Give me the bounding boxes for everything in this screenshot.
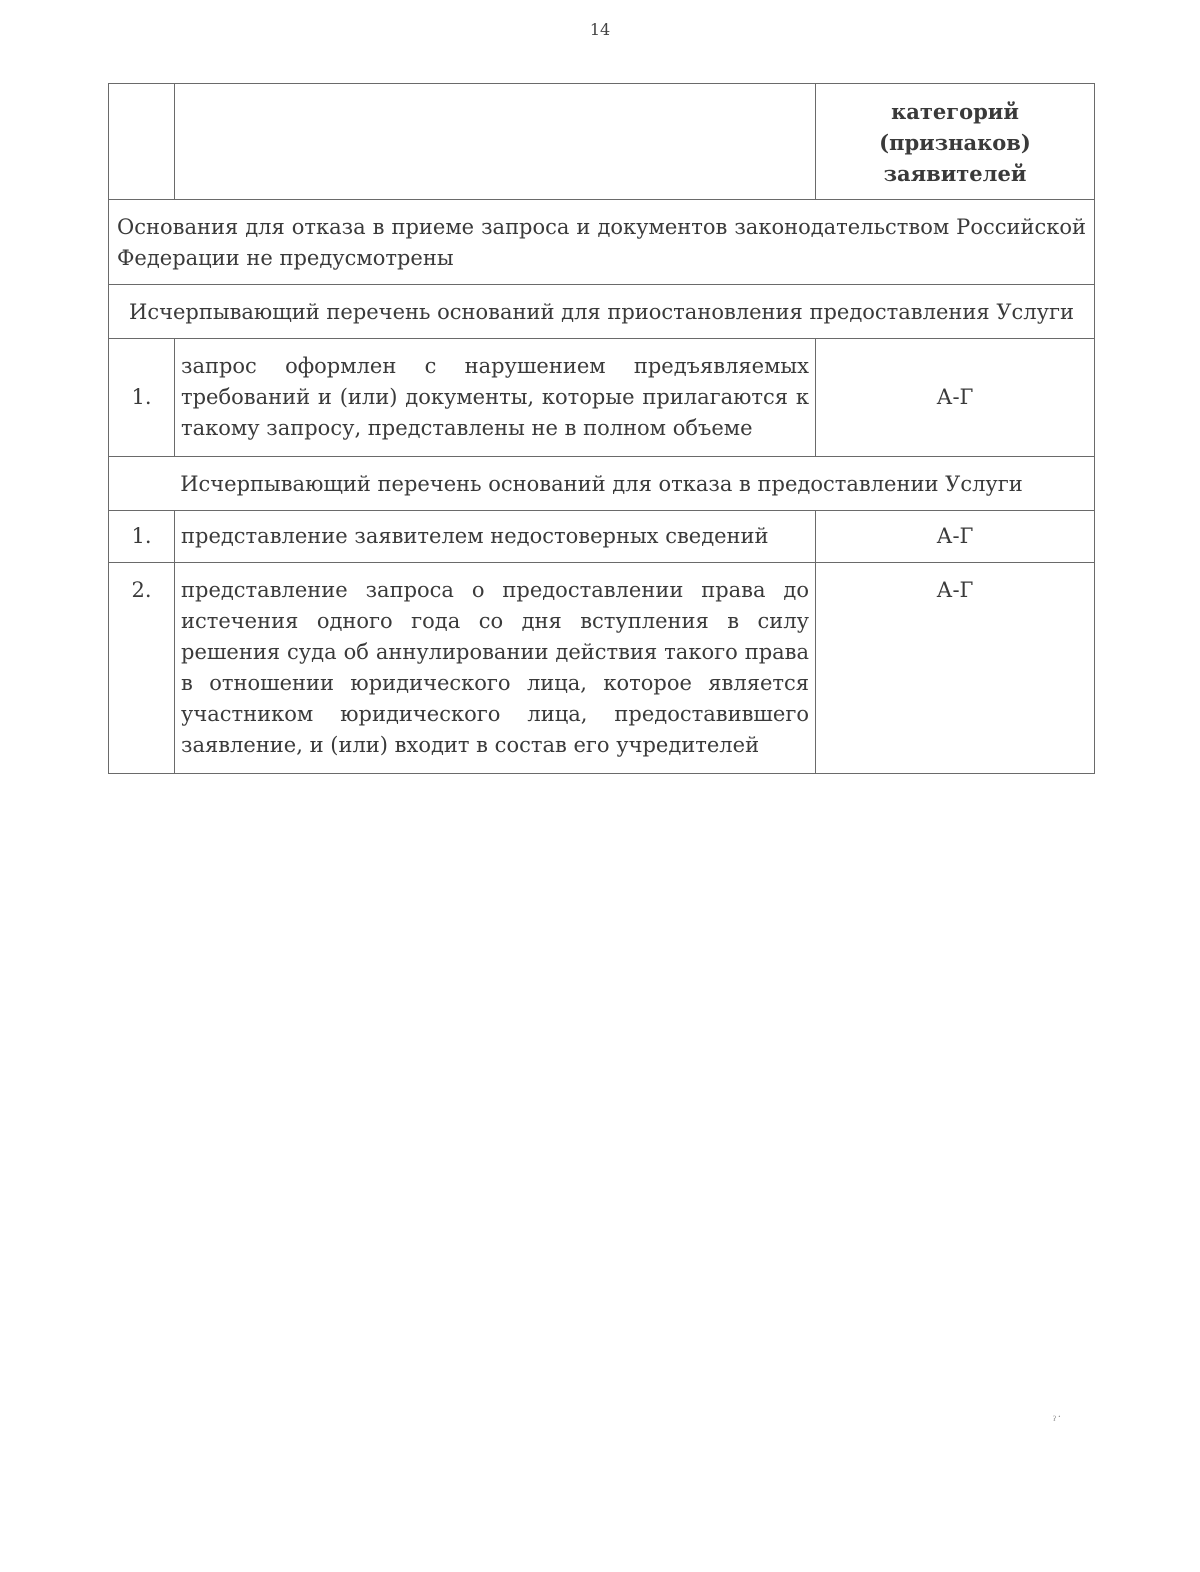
row-ground-text: представление заявителем недостоверных сведений — [175, 511, 816, 563]
section-row-no-refusal — [109, 200, 1095, 285]
row-ground-text: представление запроса о предоставлении права до истечения одного года со дня вступления в силу решения суда об аннулировании действия такого права в отношении юридического лица, которое является участником юридического лица, предоставившего заявление, и (или) входит в состав его учредителей — [175, 563, 816, 774]
table-row — [109, 339, 1095, 457]
section-suspension-title: Исчерпывающий перечень оснований для приостановления предоставления Услуги — [109, 285, 1095, 339]
header-number-cell — [109, 84, 175, 200]
header-categories-cell — [816, 84, 1095, 200]
grounds-table — [108, 83, 1095, 774]
section-row-refusal-title — [109, 457, 1095, 511]
table-header-row — [109, 84, 1095, 200]
row-number: 2. — [109, 563, 175, 774]
section-refusal-title: Исчерпывающий перечень оснований для отказа в предоставлении Услуги — [109, 457, 1095, 511]
table-row — [109, 563, 1095, 774]
header-categories-line: заявителей — [883, 161, 1027, 186]
header-grounds-cell — [175, 84, 816, 200]
scan-mark: ˀ˙ — [1053, 1414, 1063, 1428]
row-ground-text: запрос оформлен с нарушением предъявляемых требований и (или) документы, которые прилагаются к такому запросу, представлены не в полном объеме — [175, 339, 816, 457]
header-categories-line: категорий — [891, 99, 1019, 124]
row-number: 1. — [109, 339, 175, 457]
section-no-refusal-text: Основания для отказа в приеме запроса и документов законодательством Российской Федерации не предусмотрены — [109, 200, 1095, 285]
page-number: 14 — [589, 20, 611, 39]
row-categories: А-Г — [816, 511, 1095, 563]
row-categories: А-Г — [816, 339, 1095, 457]
row-categories: А-Г — [816, 563, 1095, 774]
table-row — [109, 511, 1095, 563]
row-number: 1. — [109, 511, 175, 563]
section-row-suspension-title — [109, 285, 1095, 339]
header-categories-line: (признаков) — [879, 130, 1031, 155]
